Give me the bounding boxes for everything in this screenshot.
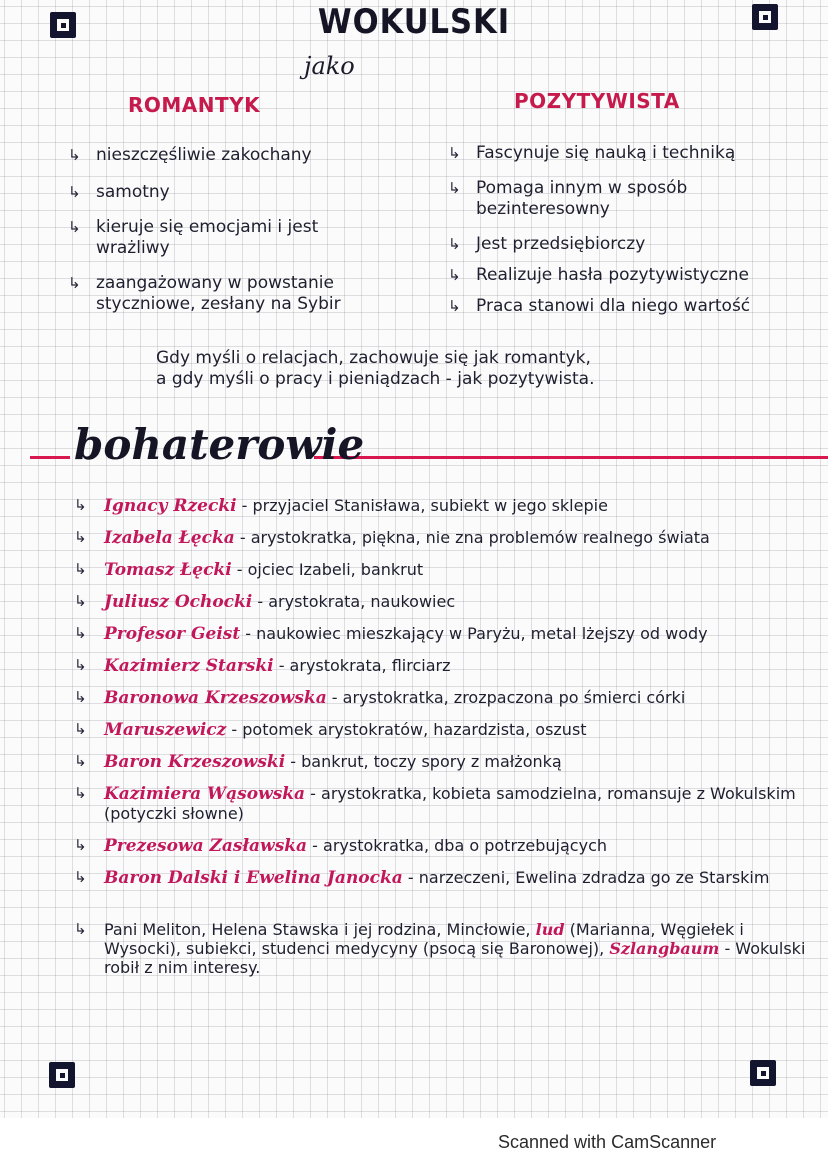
list-item: ↳ kieruje się emocjami i jest wrażliwy bbox=[68, 217, 319, 258]
hero-description: - arystokrata, flirciarz bbox=[273, 656, 451, 675]
arrow-icon: ↳ bbox=[448, 235, 461, 253]
hero-name: Baronowa Krzeszowska bbox=[104, 688, 327, 708]
arrow-icon: ↳ bbox=[74, 496, 87, 514]
hero-description: - potomek arystokratów, hazardzista, oszust bbox=[226, 720, 587, 739]
list-item bbox=[74, 560, 814, 592]
list-item bbox=[74, 656, 814, 688]
list-item bbox=[74, 868, 814, 920]
list-item bbox=[74, 920, 814, 980]
list-item: ↳ zaangażowany w powstanie styczniowe, zesłany na Sybir bbox=[68, 273, 341, 314]
hero-name: Ignacy Rzecki bbox=[104, 496, 237, 516]
divider-segment bbox=[314, 456, 828, 459]
arrow-icon: ↳ bbox=[74, 688, 87, 706]
hero-name: Baron Krzeszowski bbox=[104, 752, 286, 772]
hero-description: - ojciec Izabeli, bankrut bbox=[231, 560, 424, 579]
list-item bbox=[74, 836, 814, 868]
hero-description: - bankrut, toczy spory z małżonką bbox=[285, 752, 562, 771]
arrow-icon: ↳ bbox=[74, 868, 87, 886]
arrow-icon: ↳ bbox=[74, 656, 87, 674]
list-item: ↳ Realizuje hasła pozytywistyczne bbox=[448, 265, 749, 285]
section-title: bohaterowie bbox=[74, 420, 365, 469]
arrow-icon: ↳ bbox=[448, 144, 461, 162]
arrow-icon: ↳ bbox=[74, 836, 87, 854]
hero-description: (Marianna, Węgiełek i Wysocki), subiekci, studenci medycyny (psocą się Baronowej), bbox=[104, 920, 744, 958]
hero-name: Baron Dalski i Ewelina Janocka bbox=[104, 868, 403, 888]
arrow-icon: ↳ bbox=[74, 720, 87, 738]
arrow-icon: ↳ bbox=[68, 218, 81, 236]
list-item: ↳ Pomaga innym w sposób bezinteresowny bbox=[448, 178, 688, 219]
hero-description: - przyjaciel Stanisława, subiekt w jego sklepie bbox=[236, 496, 608, 515]
hero-name: Profesor Geist bbox=[104, 624, 241, 644]
hero-description: - arystokratka, dba o potrzebujących bbox=[307, 836, 608, 855]
hero-name: Kazimierz Starski bbox=[104, 656, 274, 676]
summary-note bbox=[156, 348, 756, 390]
hero-name: Maruszewicz bbox=[104, 720, 227, 740]
list-item bbox=[74, 752, 814, 784]
hero-name: Prezesowa Zasławska bbox=[104, 836, 308, 856]
list-item: ↳ Fascynuje się nauką i techniką bbox=[448, 143, 736, 163]
page-title: WOKULSKI bbox=[317, 2, 511, 42]
list-item bbox=[74, 624, 814, 656]
corner-marker-icon bbox=[49, 1062, 75, 1088]
arrow-icon: ↳ bbox=[74, 560, 87, 578]
highlighted-name: lud bbox=[535, 920, 565, 939]
page-subtitle: jako bbox=[304, 52, 355, 80]
arrow-icon: ↳ bbox=[448, 179, 461, 197]
arrow-icon: ↳ bbox=[74, 528, 87, 546]
hero-name: Tomasz Łęcki bbox=[104, 560, 232, 580]
hero-description: - arystokrata, naukowiec bbox=[252, 592, 456, 611]
hero-description: - arystokratka, zrozpaczona po śmierci córki bbox=[326, 688, 686, 707]
romantyk-list bbox=[66, 145, 396, 315]
hero-description: - naukowiec mieszkający w Paryżu, metal lżejszy od wody bbox=[240, 624, 708, 643]
scanner-watermark: Scanned with CamScanner bbox=[498, 1132, 717, 1152]
arrow-icon: ↳ bbox=[74, 784, 87, 802]
list-item bbox=[74, 496, 814, 528]
arrow-icon: ↳ bbox=[448, 266, 461, 284]
summary-line: a gdy myśli o pracy i pieniądzach - jak pozytywista. bbox=[156, 369, 595, 389]
arrow-icon: ↳ bbox=[74, 752, 87, 770]
list-item: ↳ Praca stanowi dla niego wartość bbox=[448, 296, 751, 316]
pozytywista-list bbox=[446, 143, 818, 317]
hero-name: Juliusz Ochocki bbox=[104, 592, 253, 612]
highlighted-name: Szlangbaum bbox=[609, 939, 720, 958]
list-item bbox=[74, 688, 814, 720]
list-item bbox=[74, 720, 814, 752]
arrow-icon: ↳ bbox=[68, 183, 81, 201]
arrow-icon: ↳ bbox=[74, 920, 87, 938]
summary-line: Gdy myśli o relacjach, zachowuje się jak romantyk, bbox=[156, 348, 591, 368]
hero-description: - Wokulski robił z nim interesy. bbox=[104, 939, 806, 977]
divider-segment bbox=[30, 456, 70, 459]
list-item: ↳ samotny bbox=[68, 182, 170, 202]
arrow-icon: ↳ bbox=[68, 146, 81, 164]
arrow-icon: ↳ bbox=[448, 297, 461, 315]
list-item: ↳ nieszczęśliwie zakochany bbox=[68, 145, 312, 165]
hero-description: - arystokratka, piękna, nie zna problemów realnego świata bbox=[234, 528, 710, 547]
pozytywista-heading: POZYTYWISTA bbox=[514, 89, 680, 113]
arrow-icon: ↳ bbox=[68, 274, 81, 292]
hero-description: Pani Meliton, Helena Stawska i jej rodzina, Mincłowie, bbox=[104, 920, 536, 939]
hero-description: - arystokratka, kobieta samodzielna, romansuje z Wokulskim (potyczki słowne) bbox=[104, 784, 796, 823]
hero-description: - narzeczeni, Ewelina zdradza go ze Starskim bbox=[402, 868, 770, 887]
hero-name: Izabela Łęcka bbox=[104, 528, 235, 548]
list-item: ↳ Jest przedsiębiorczy bbox=[448, 234, 646, 254]
corner-marker-icon bbox=[750, 1060, 776, 1086]
arrow-icon: ↳ bbox=[74, 592, 87, 610]
heroes-list bbox=[74, 496, 814, 980]
list-item bbox=[74, 784, 814, 836]
list-item bbox=[74, 528, 814, 560]
list-item bbox=[74, 592, 814, 624]
hero-name: Kazimiera Wąsowska bbox=[104, 784, 306, 804]
romantyk-heading: ROMANTYK bbox=[128, 93, 261, 117]
arrow-icon: ↳ bbox=[74, 624, 87, 642]
